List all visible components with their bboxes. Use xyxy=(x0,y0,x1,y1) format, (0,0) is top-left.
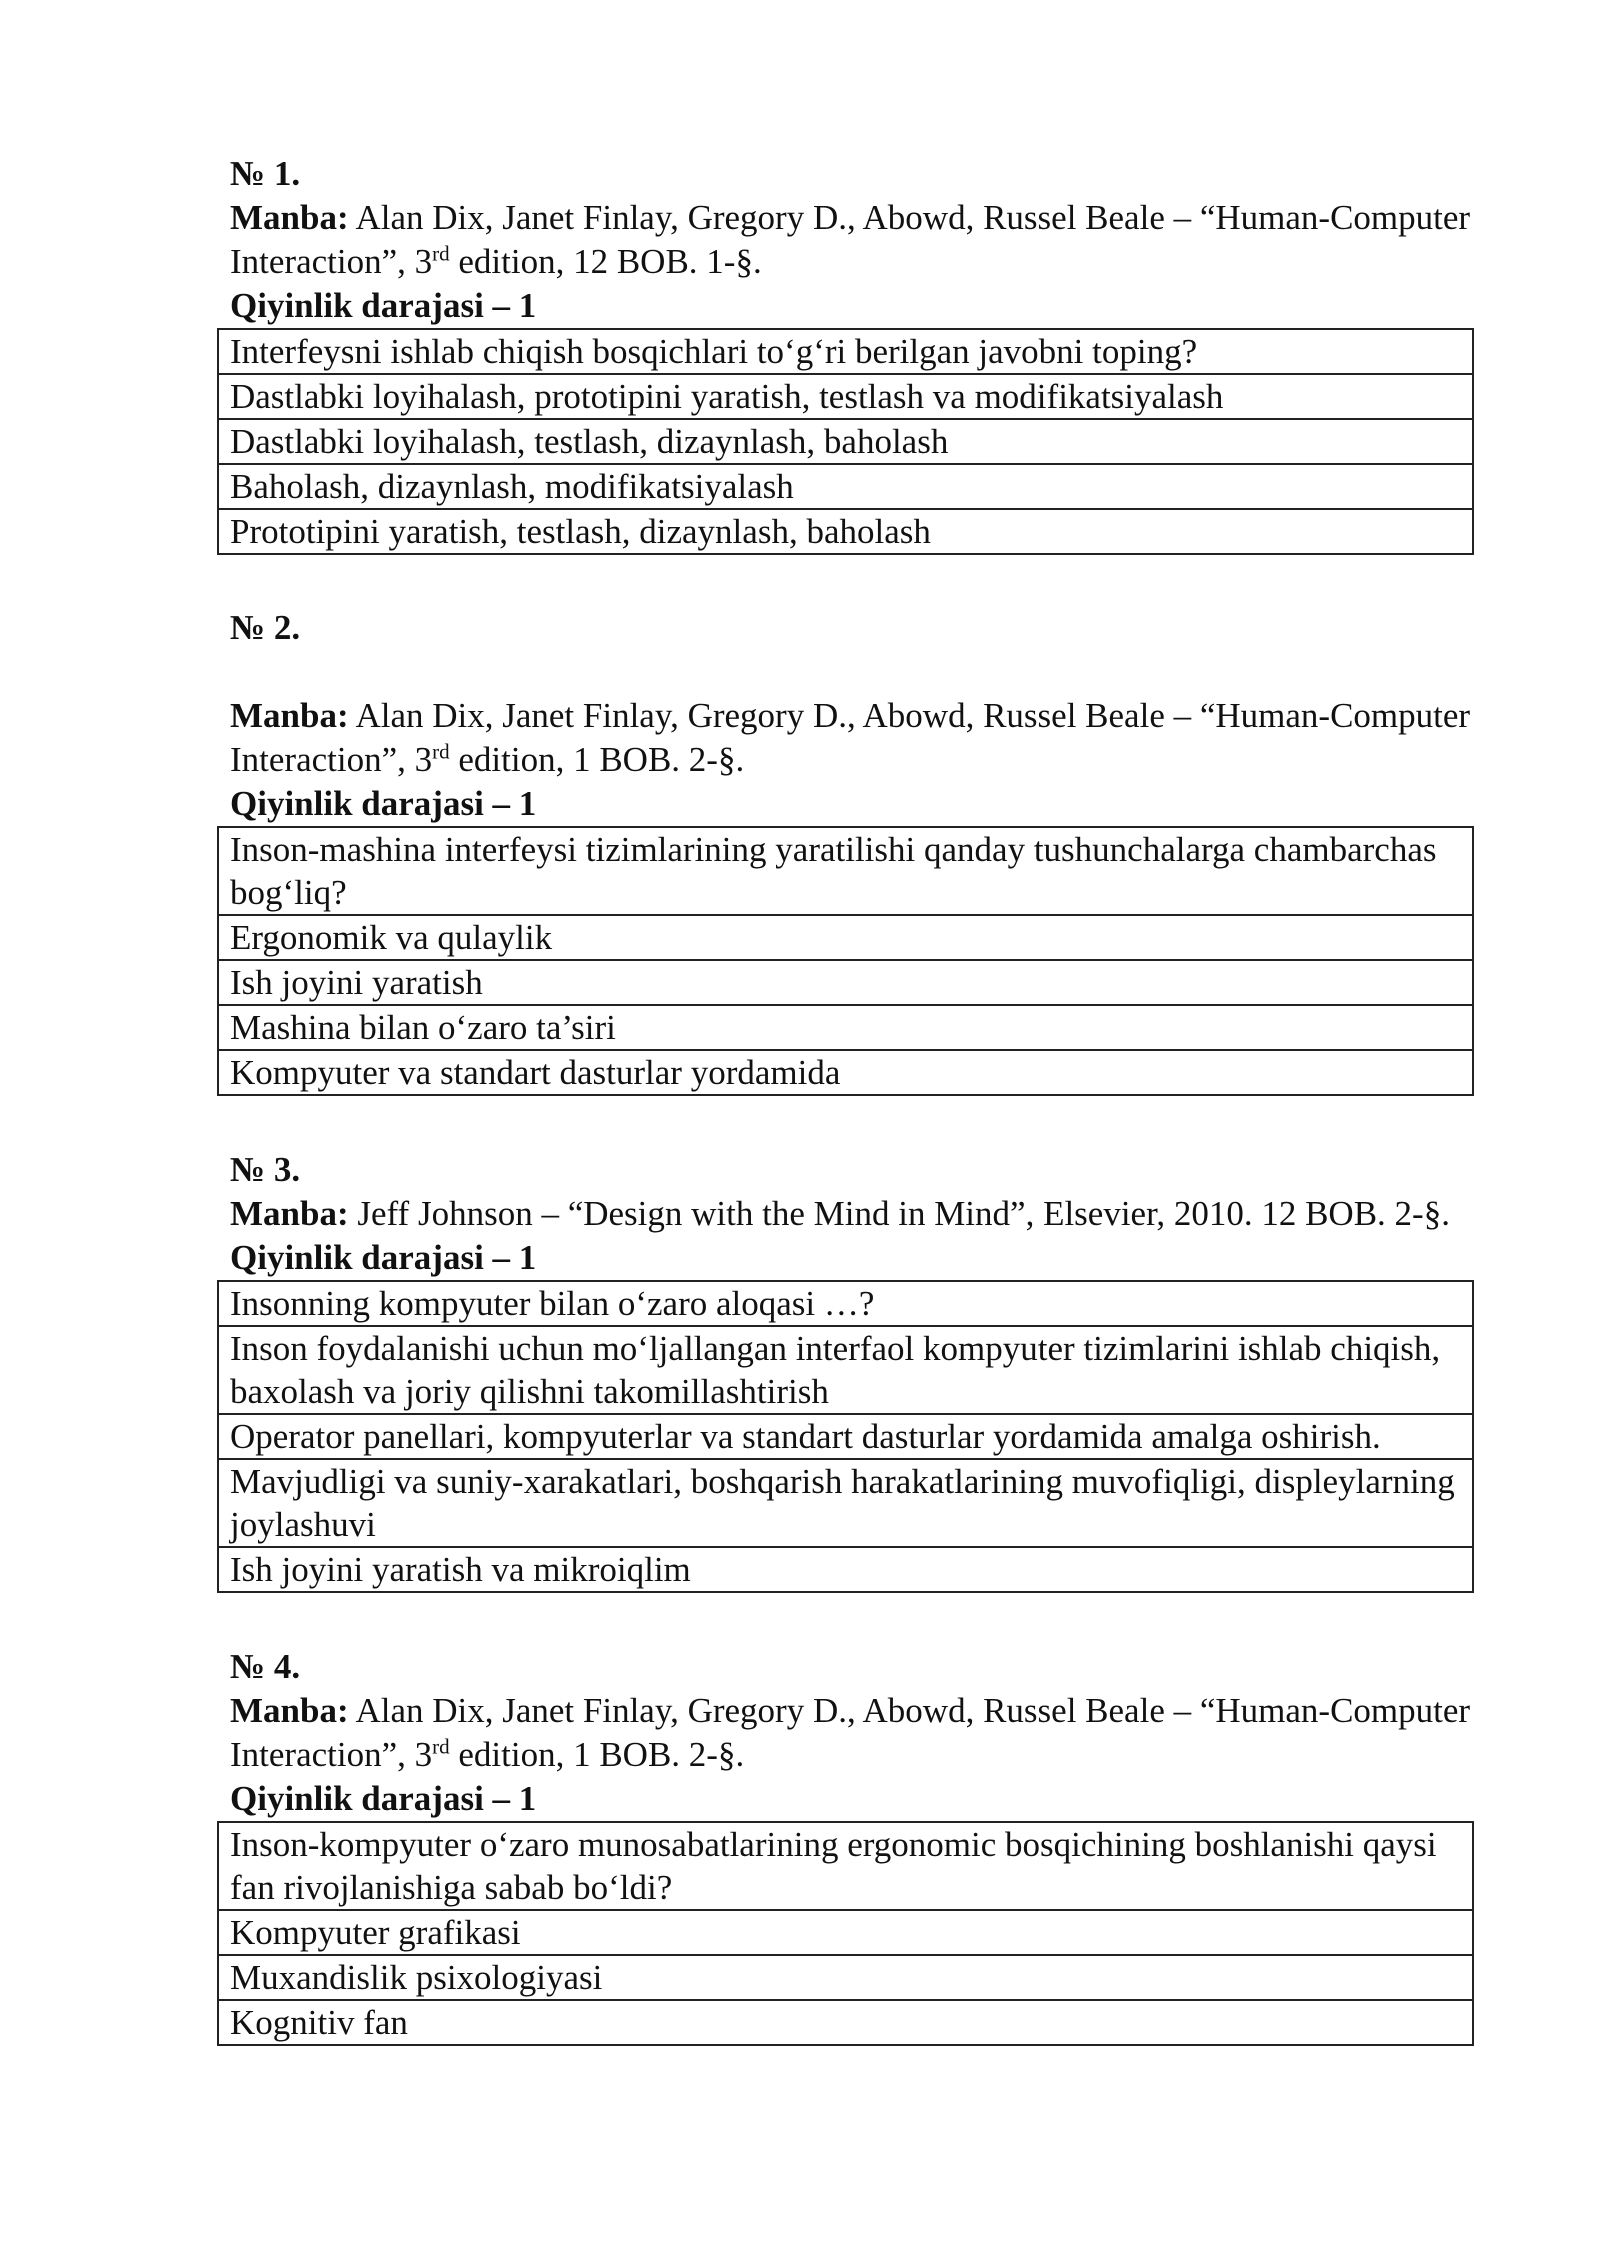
question-block-2 xyxy=(230,606,1472,1096)
table-row xyxy=(218,827,1473,915)
answer-option: Baholash, dizaynlash, modifikatsiyalash xyxy=(218,464,1473,509)
document-page xyxy=(230,152,1472,2046)
source-line xyxy=(230,1689,1472,1777)
source-text-end: edition, 1 BOB. 2-§. xyxy=(449,1735,745,1774)
answer-option: Ish joyini yaratish va mikroiqlim xyxy=(218,1547,1473,1592)
source-text: Alan Dix, Janet Finlay, Gregory D., Abowd, Russel Beale – “Human-Computer Interaction”, 3 xyxy=(230,198,1471,281)
question-text: Insonning kompyuter bilan o‘zaro aloqasi …? xyxy=(218,1281,1473,1326)
table-row xyxy=(218,374,1473,419)
question-table xyxy=(217,826,1474,1096)
table-row xyxy=(218,960,1473,1005)
answer-option: Kompyuter grafikasi xyxy=(218,1910,1473,1955)
answer-option: Dastlabki loyihalash, testlash, dizaynlash, baholash xyxy=(218,419,1473,464)
answer-option: Mavjudligi va suniy-xarakatlari, boshqarish harakatlarining muvofiqligi, displeylarning joylashuvi xyxy=(218,1459,1473,1547)
answer-option: Inson foydalanishi uchun mo‘ljallangan interfaol kompyuter tizimlarini ishlab chiqish, baxolash va joriy qilishni takomillashtirish xyxy=(218,1326,1473,1414)
table-row xyxy=(218,1459,1473,1547)
answer-option: Dastlabki loyihalash, prototipini yaratish, testlash va modifikatsiyalash xyxy=(218,374,1473,419)
answer-option: Ish joyini yaratish xyxy=(218,960,1473,1005)
question-text: Interfeysni ishlab chiqish bosqichlari to‘g‘ri berilgan javobni toping? xyxy=(218,329,1473,374)
question-block-1 xyxy=(230,152,1472,555)
source-superscript: rd xyxy=(432,739,450,764)
difficulty-level: Qiyinlik darajasi – 1 xyxy=(230,1238,537,1277)
difficulty-level: Qiyinlik darajasi – 1 xyxy=(230,286,537,325)
table-row xyxy=(218,1281,1473,1326)
table-row xyxy=(218,464,1473,509)
source-text-end: edition, 12 BOB. 1-§. xyxy=(449,242,762,281)
source-label: Manba: xyxy=(230,696,349,735)
spacer xyxy=(230,650,1472,694)
question-block-3 xyxy=(230,1148,1472,1593)
source-text: Jeff Johnson – “Design with the Mind in Mind”, Elsevier, 2010. 12 BOB. 2-§. xyxy=(348,1194,1450,1233)
answer-option: Muxandislik psixologiyasi xyxy=(218,1955,1473,2000)
question-text: Inson-kompyuter o‘zaro munosabatlarining ergonomic bosqichining boshlanishi qaysi fan rivojlanishiga sabab bo‘ldi? xyxy=(218,1822,1473,1910)
table-row xyxy=(218,1910,1473,1955)
question-table xyxy=(217,1280,1474,1593)
question-block-4 xyxy=(230,1645,1472,2046)
question-number: № 2. xyxy=(230,608,301,647)
table-row xyxy=(218,509,1473,554)
table-row xyxy=(218,1005,1473,1050)
answer-option: Ergonomik va qulaylik xyxy=(218,915,1473,960)
source-superscript: rd xyxy=(432,241,450,266)
answer-option: Kompyuter va standart dasturlar yordamida xyxy=(218,1050,1473,1095)
source-line xyxy=(230,1192,1472,1236)
source-text-end: edition, 1 BOB. 2-§. xyxy=(449,740,745,779)
source-label: Manba: xyxy=(230,1691,349,1730)
table-row xyxy=(218,1547,1473,1592)
answer-option: Prototipini yaratish, testlash, dizaynlash, baholash xyxy=(218,509,1473,554)
answer-option: Operator panellari, kompyuterlar va standart dasturlar yordamida amalga oshirish. xyxy=(218,1414,1473,1459)
answer-option: Kognitiv fan xyxy=(218,2000,1473,2045)
question-number: № 3. xyxy=(230,1150,301,1189)
table-row xyxy=(218,329,1473,374)
table-row xyxy=(218,915,1473,960)
table-row xyxy=(218,1955,1473,2000)
difficulty-level: Qiyinlik darajasi – 1 xyxy=(230,784,537,823)
source-label: Manba: xyxy=(230,1194,349,1233)
question-number: № 4. xyxy=(230,1647,301,1686)
table-row xyxy=(218,1822,1473,1910)
source-superscript: rd xyxy=(432,1734,450,1759)
difficulty-level: Qiyinlik darajasi – 1 xyxy=(230,1779,537,1818)
source-line xyxy=(230,694,1472,782)
source-label: Manba: xyxy=(230,198,349,237)
table-row xyxy=(218,1414,1473,1459)
source-line xyxy=(230,196,1472,284)
question-table xyxy=(217,1821,1474,2046)
answer-option: Mashina bilan o‘zaro ta’siri xyxy=(218,1005,1473,1050)
table-row xyxy=(218,1050,1473,1095)
source-text: Alan Dix, Janet Finlay, Gregory D., Abowd, Russel Beale – “Human-Computer Interaction”, 3 xyxy=(230,1691,1471,1774)
question-number: № 1. xyxy=(230,154,301,193)
source-text: Alan Dix, Janet Finlay, Gregory D., Abowd, Russel Beale – “Human-Computer Interaction”, 3 xyxy=(230,696,1471,779)
question-table xyxy=(217,328,1474,555)
table-row xyxy=(218,419,1473,464)
table-row xyxy=(218,1326,1473,1414)
question-text: Inson-mashina interfeysi tizimlarining yaratilishi qanday tushunchalarga chambarchas bog‘liq? xyxy=(218,827,1473,915)
table-row xyxy=(218,2000,1473,2045)
